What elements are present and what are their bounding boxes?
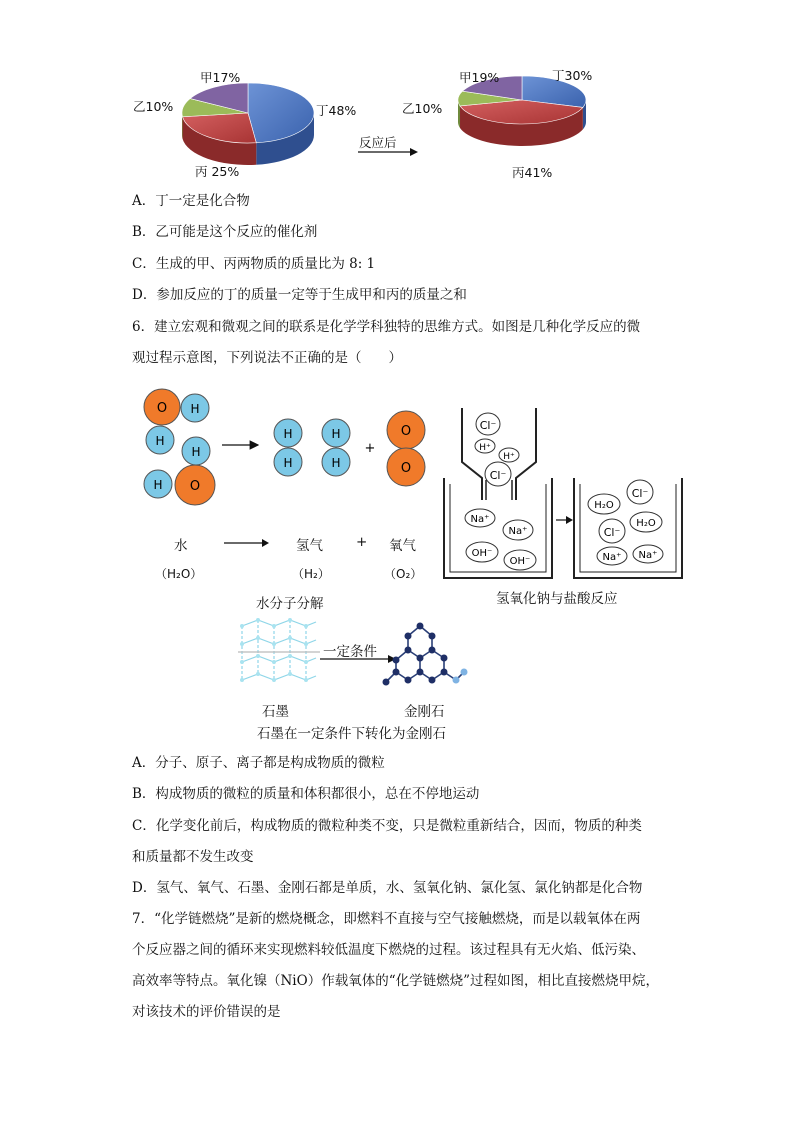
pie-chart-before [182, 83, 314, 165]
svg-text:H: H [191, 445, 201, 459]
graphite-lattice-icon [236, 618, 322, 694]
label-graphite: 石墨 [262, 704, 289, 720]
diamond-lattice-icon [380, 620, 470, 692]
svg-text:H₂O: H₂O [594, 500, 614, 511]
arrow-icon [222, 536, 270, 550]
reaction-arrow-head [410, 148, 418, 156]
svg-text:Na⁺: Na⁺ [508, 526, 528, 537]
svg-text:H: H [283, 427, 293, 441]
pie1-label-jia: 甲17% [200, 70, 241, 85]
caption-graphite-to-diamond: 石墨在一定条件下转化为金刚石 [257, 726, 446, 742]
svg-text:H: H [190, 402, 200, 416]
label-oxygen: 氧气 [389, 538, 416, 554]
q7-line1: 7．“化学链燃烧”是新的燃烧概念，即燃料不直接与空气接触燃烧，而是以载氧体在两 [132, 911, 641, 927]
pie2-label-jia: 甲19% [459, 70, 500, 85]
formula-hydrogen: （H₂） [292, 567, 330, 581]
q5-option-b: B．乙可能是这个反应的催化剂 [132, 224, 318, 240]
svg-text:H⁺: H⁺ [503, 452, 515, 462]
svg-text:O: O [400, 461, 412, 476]
caption-water-decomposition: 水分子分解 [256, 596, 324, 612]
pie2-label-ding: 丁30% [552, 68, 593, 83]
q6-option-c-cont: 和质量都不发生改变 [132, 849, 254, 865]
svg-text:H: H [283, 456, 293, 470]
svg-text:H₂O: H₂O [636, 518, 656, 529]
q7-line2: 个反应器之间的循环来实现燃料较低温度下燃烧的过程。该过程具有无火焰、低污染、 [132, 942, 645, 958]
q6-stem-line1: 6．建立宏观和微观之间的联系是化学学科独特的思维方式。如图是几种化学反应的微 [132, 319, 641, 335]
label-condition: 一定条件 [323, 644, 377, 660]
svg-text:OH⁻: OH⁻ [471, 548, 493, 559]
svg-text:OH⁻: OH⁻ [509, 556, 531, 567]
pie1-label-yi: 乙10% [133, 99, 174, 114]
svg-text:Cl⁻: Cl⁻ [603, 526, 621, 539]
water-decomposition-diagram [130, 385, 440, 515]
label-hydrogen: 氢气 [296, 538, 323, 554]
q5-option-c: C．生成的甲、丙两物质的质量比为 8: 1 [132, 256, 376, 272]
caption-neutralization: 氢氧化钠与盐酸反应 [496, 591, 618, 607]
pie1-label-bing: 丙 25% [195, 164, 240, 179]
svg-text:O: O [189, 479, 201, 494]
pie-chart-after [458, 76, 586, 146]
pie-charts [0, 60, 794, 190]
q6-option-b: B．构成物质的微粒的质量和体积都很小，总在不停地运动 [132, 786, 480, 802]
svg-text:Na⁺: Na⁺ [602, 552, 622, 563]
svg-text:O: O [156, 401, 168, 416]
svg-text:H⁺: H⁺ [479, 443, 491, 453]
label-diamond: 金刚石 [404, 704, 445, 720]
svg-text:H: H [153, 478, 163, 492]
q7-line3: 高效率等特点。氧化镍（NiO）作载氧体的“化学链燃烧”过程如图，相比直接燃烧甲烷， [132, 973, 659, 989]
arrow-icon [566, 516, 573, 524]
formula-water: （H₂O） [155, 567, 203, 581]
q6-option-a: A．分子、原子、离子都是构成物质的微粒 [132, 755, 385, 771]
label-plus: + [356, 534, 368, 550]
q6-option-c: C．化学变化前后，构成物质的微粒种类不变，只是微粒重新结合，因而，物质的种类 [132, 818, 642, 834]
pie2-label-yi: 乙10% [402, 101, 443, 116]
label-water: 水 [174, 538, 188, 554]
svg-text:H: H [331, 456, 341, 470]
q5-option-d: D．参加反应的丁的质量一定等于生成甲和丙的质量之和 [132, 287, 467, 303]
q5-option-a: A．丁一定是化合物 [132, 193, 250, 209]
reaction-arrow-label: 反应后 [359, 135, 397, 150]
svg-text:Cl⁻: Cl⁻ [489, 469, 507, 482]
svg-text:Na⁺: Na⁺ [638, 550, 658, 561]
formula-oxygen: （O₂） [384, 567, 423, 581]
pie2-label-bing: 丙41% [512, 165, 553, 180]
q6-stem-line2: 观过程示意图，下列说法不正确的是（ ） [132, 350, 402, 366]
plus-sign: + [364, 441, 376, 456]
svg-text:Na⁺: Na⁺ [470, 514, 490, 525]
svg-text:H: H [331, 427, 341, 441]
svg-text:H: H [155, 434, 165, 448]
q6-option-d: D．氢气、氧气、石墨、金刚石都是单质，水、氢氧化钠、氯化氢、氯化钠都是化合物 [132, 880, 643, 896]
neutralization-diagram [440, 400, 690, 585]
svg-text:Cl⁻: Cl⁻ [479, 419, 497, 432]
pie1-label-ding: 丁48% [316, 103, 357, 118]
svg-text:O: O [400, 424, 412, 439]
q7-line4: 对该技术的评价错误的是 [132, 1004, 281, 1020]
svg-text:Cl⁻: Cl⁻ [631, 487, 649, 500]
